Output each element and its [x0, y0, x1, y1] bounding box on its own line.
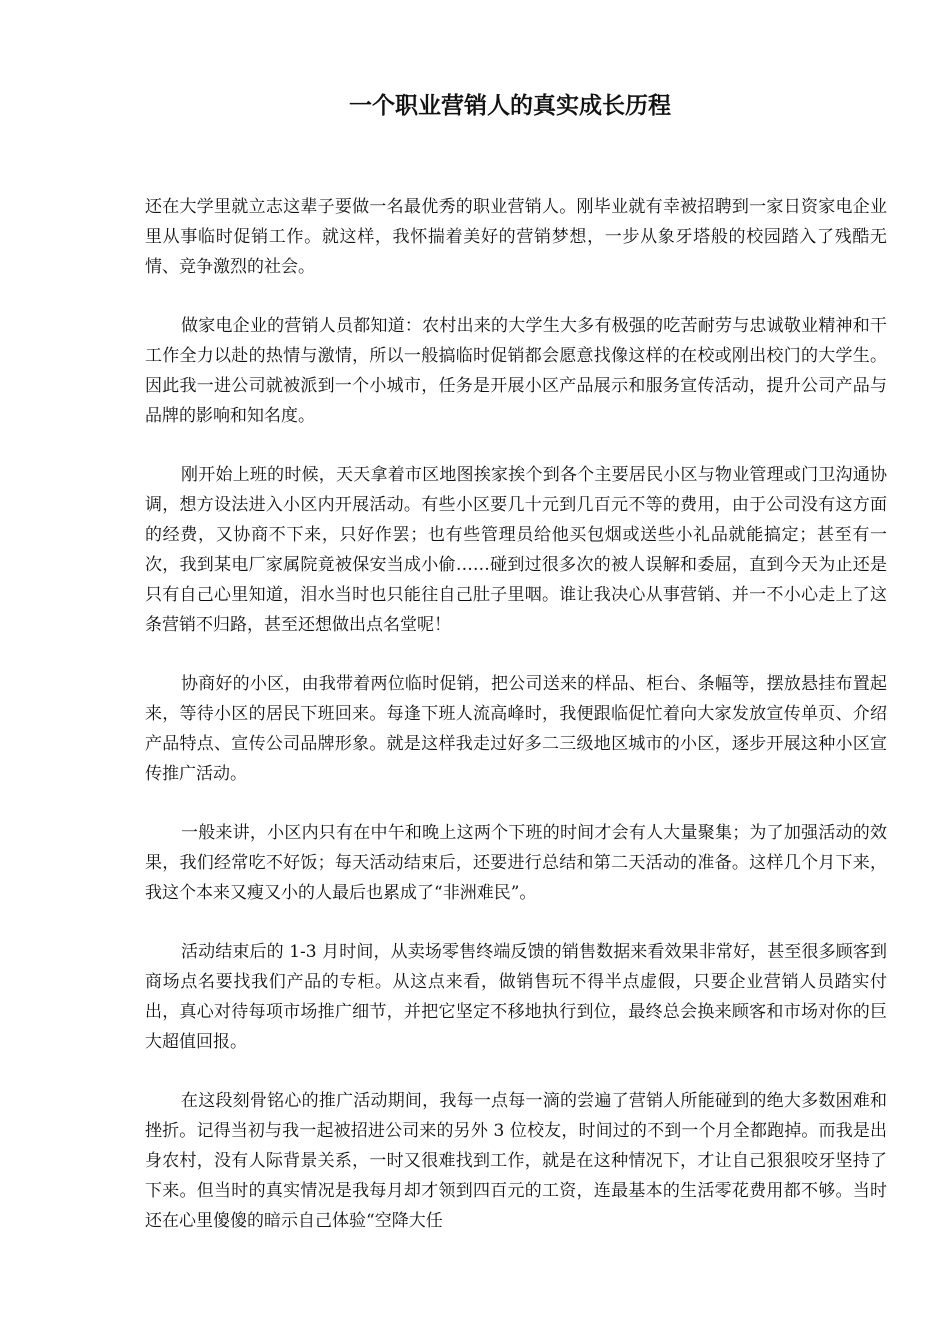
paragraph-6: 活动结束后的 1-3 月时间，从卖场零售终端反馈的销售数据来看效果非常好，甚至很多顾客到商场点名要找我们产品的专柜。从这点来看，做销售玩不得半点虚假，只要企业营销人员踏实付出，真心对待每项市场推广细节，并把它坚定不移地执行到位，最终总会换来顾客和市场对你的巨大超值回报。: [145, 942, 887, 1052]
paragraph-3: 刚开始上班的时候，天天拿着市区地图挨家挨个到各个主要居民小区与物业管理或门卫沟通协调，想方设法进入小区内开展活动。有些小区要几十元到几百元不等的费用，由于公司没有这方面的经费，又协商不下来，只好作罢；也有些管理员给他买包烟或送些小礼品就能搞定；甚至有一次，我到某电厂家属院竟被保安当成小偷……碰到过很多次的被人误解和委屈，直到今天为止还是只有自己心里知道，泪水当时也只能往自己肚子里咽。谁让我决心从事营销、并一不小心走上了这条营销不归路，甚至还想做出点名堂呢！: [145, 465, 887, 635]
paragraph-5: 一般来讲，小区内只有在中午和晚上这两个下班的时间才会有人大量聚集；为了加强活动的效果，我们经常吃不好饭；每天活动结束后，还要进行总结和第二天活动的准备。这样几个月下来，我这个本来又瘦又小的人最后也累成了“非洲难民”。: [145, 823, 887, 903]
paragraph-7: 在这段刻骨铭心的推广活动期间，我每一点每一滴的尝遍了营销人所能碰到的绝大多数困难和挫折。记得当初与我一起被招进公司来的另外 3 位校友，时间过的不到一个月全都跑掉。而我是出身农村，没有人际背景关系，一时又很难找到工作，就是在这种情况下，才让自己狠狠咬牙坚持了下来。但当时的真实情况是我每月却才领到四百元的工资，连最基本的生活零花费用都不够。当时还在心里傻傻的暗示自己体验“空降大任: [145, 1091, 887, 1231]
paragraph-1: 还在大学里就立志这辈子要做一名最优秀的职业营销人。刚毕业就有幸被招聘到一家日资家电企业里从事临时促销工作。就这样，我怀揣着美好的营销梦想，一步从象牙塔般的校园踏入了残酷无情、竞争激烈的社会。: [145, 197, 887, 277]
paragraph-4: 协商好的小区，由我带着两位临时促销，把公司送来的样品、柜台、条幅等，摆放悬挂布置起来，等待小区的居民下班回来。每逢下班人流高峰时，我便跟临促忙着向大家发放宣传单页、介绍产品特点、宣传公司品牌形象。就是这样我走过好多二三级地区城市的小区，逐步开展这种小区宣传推广活动。: [145, 674, 887, 784]
paragraph-2: 做家电企业的营销人员都知道：农村出来的大学生大多有极强的吃苦耐劳与忠诚敬业精神和干工作全力以赴的热情与激情，所以一般搞临时促销都会愿意找像这样的在校或刚出校门的大学生。因此我一进公司就被派到一个小城市，任务是开展小区产品展示和服务宣传活动，提升公司产品与品牌的影响和知名度。: [145, 316, 887, 426]
document-title: 一个职业营销人的真实成长历程: [349, 92, 671, 119]
document-body: [145, 192, 887, 1265]
